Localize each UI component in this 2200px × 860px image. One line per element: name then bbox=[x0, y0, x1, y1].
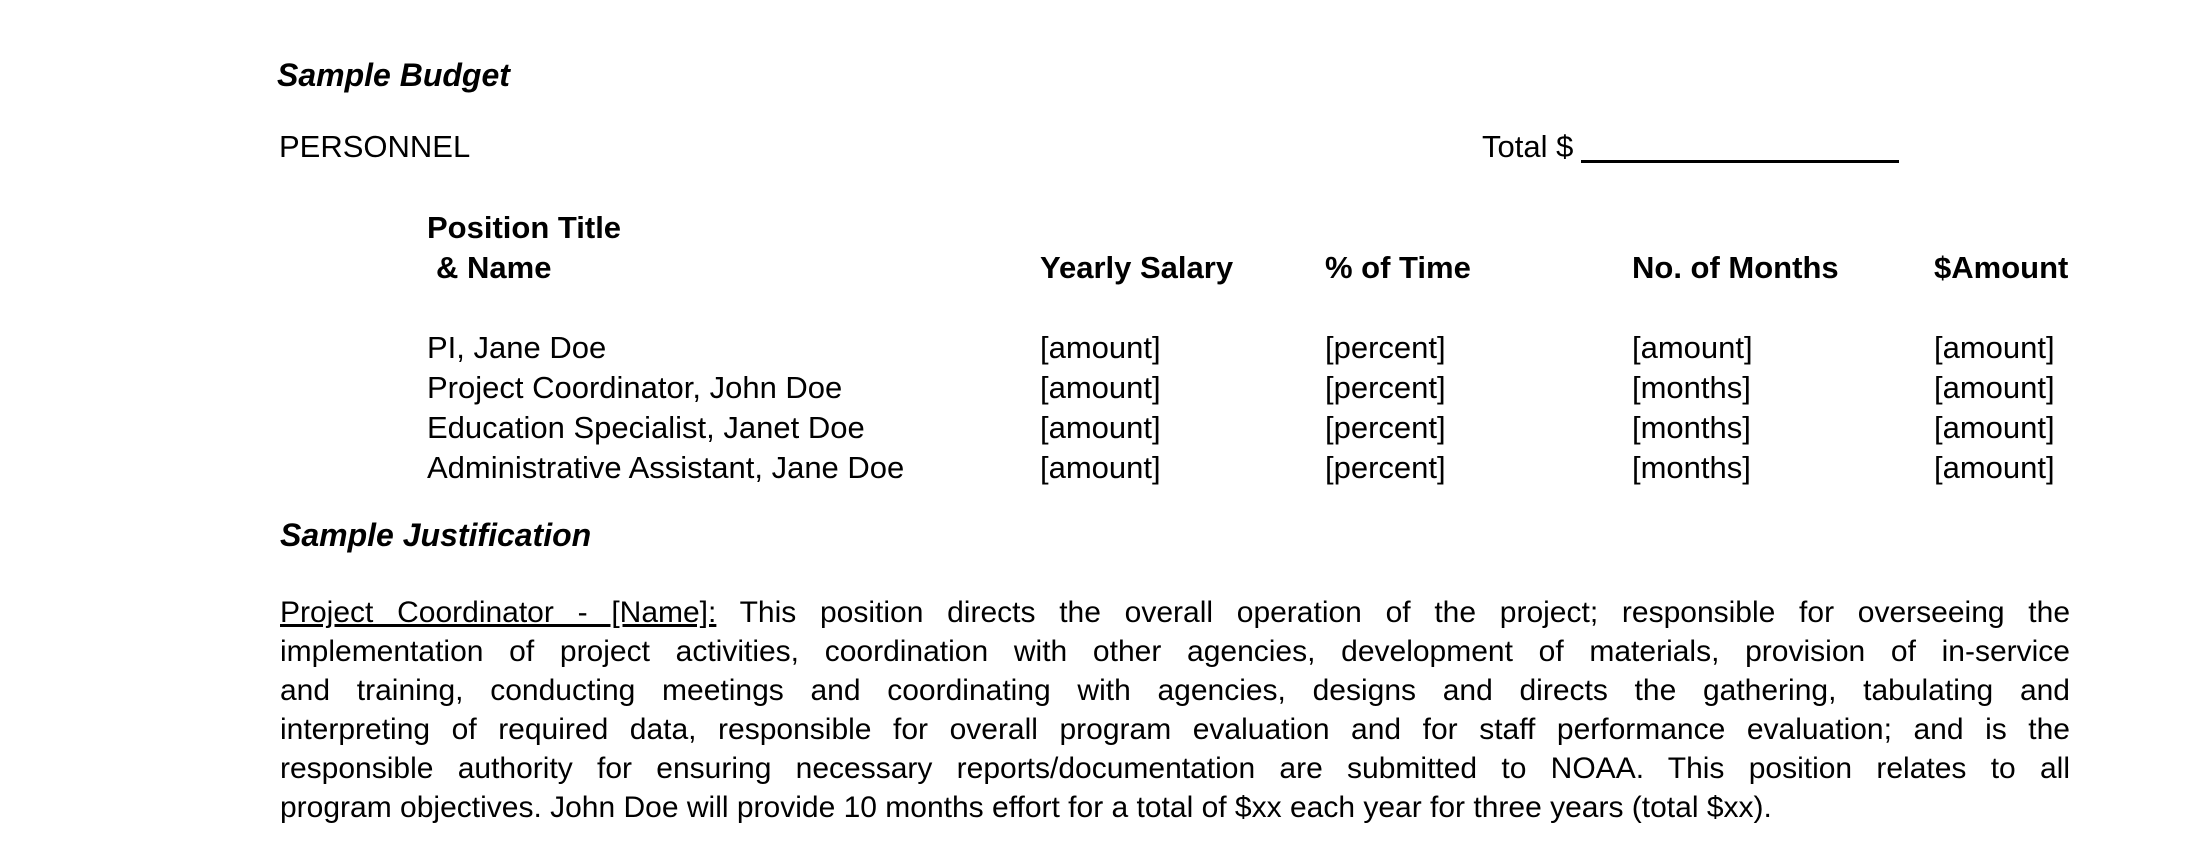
row-amount: [amount] bbox=[1934, 450, 2055, 485]
row-yearly-salary: [amount] bbox=[1040, 370, 1161, 405]
paragraph-line: interpreting of required data, responsible for overall program evaluation and for staff performance evaluation; and is the bbox=[280, 713, 2070, 746]
paragraph-line-text: This position directs the overall operation of the project; responsible for overseeing the bbox=[739, 596, 2071, 629]
table-header-gap bbox=[427, 288, 2150, 328]
paragraph-line: implementation of project activities, coordination with other agencies, development of materials, provision of in-service bbox=[280, 635, 2070, 668]
row-yearly-salary: [amount] bbox=[1040, 450, 1161, 485]
row-position: PI, Jane Doe bbox=[427, 330, 607, 365]
paragraph-line: and training, conducting meetings and coordinating with agencies, designs and directs the gathering, tabulating and bbox=[280, 674, 2070, 707]
personnel-total-line bbox=[1482, 127, 1899, 167]
paragraph-line: program objectives. John Doe will provide 10 months effort for a total of $xx each year for three years (total $xx). bbox=[280, 791, 1772, 824]
row-yearly-salary: [amount] bbox=[1040, 410, 1161, 445]
row-amount: [amount] bbox=[1934, 370, 2055, 405]
sample-justification-heading: Sample Justification bbox=[280, 517, 592, 553]
column-header-position-line1: Position Title bbox=[427, 210, 622, 245]
paragraph-line bbox=[280, 593, 2070, 632]
row-amount: [amount] bbox=[1934, 410, 2055, 445]
total-label: Total $ bbox=[1482, 129, 1574, 164]
row-no-of-months: [months] bbox=[1632, 450, 1751, 485]
personnel-budget-table bbox=[427, 208, 2150, 488]
row-no-of-months: [months] bbox=[1632, 410, 1751, 445]
row-position: Project Coordinator, John Doe bbox=[427, 370, 843, 405]
column-header-yearly-salary: Yearly Salary bbox=[1040, 250, 1234, 285]
row-no-of-months: [amount] bbox=[1632, 330, 1753, 365]
row-position: Education Specialist, Janet Doe bbox=[427, 410, 865, 445]
total-amount-blank bbox=[1581, 160, 1899, 163]
row-no-of-months: [months] bbox=[1632, 370, 1751, 405]
row-amount: [amount] bbox=[1934, 330, 2055, 365]
paragraph-line: responsible authority for ensuring necessary reports/documentation are submitted to NOAA. This position relates to all bbox=[280, 752, 2070, 785]
row-pct-of-time: [percent] bbox=[1325, 450, 1446, 485]
personnel-section-label: PERSONNEL bbox=[279, 129, 471, 164]
column-header-pct-of-time: % of Time bbox=[1325, 250, 1471, 285]
row-yearly-salary: [amount] bbox=[1040, 330, 1161, 365]
row-position: Administrative Assistant, Jane Doe bbox=[427, 450, 905, 485]
sample-budget-heading: Sample Budget bbox=[277, 57, 510, 93]
column-header-position-line2: & Name bbox=[436, 250, 552, 285]
row-pct-of-time: [percent] bbox=[1325, 370, 1446, 405]
column-header-no-of-months: No. of Months bbox=[1632, 250, 1839, 285]
justification-lead-underlined: Project Coordinator - [Name]: bbox=[280, 596, 717, 629]
column-header-position bbox=[427, 208, 1040, 288]
row-pct-of-time: [percent] bbox=[1325, 330, 1446, 365]
row-pct-of-time: [percent] bbox=[1325, 410, 1446, 445]
justification-paragraph bbox=[280, 593, 2070, 827]
column-header-amount: $Amount bbox=[1934, 250, 2069, 285]
